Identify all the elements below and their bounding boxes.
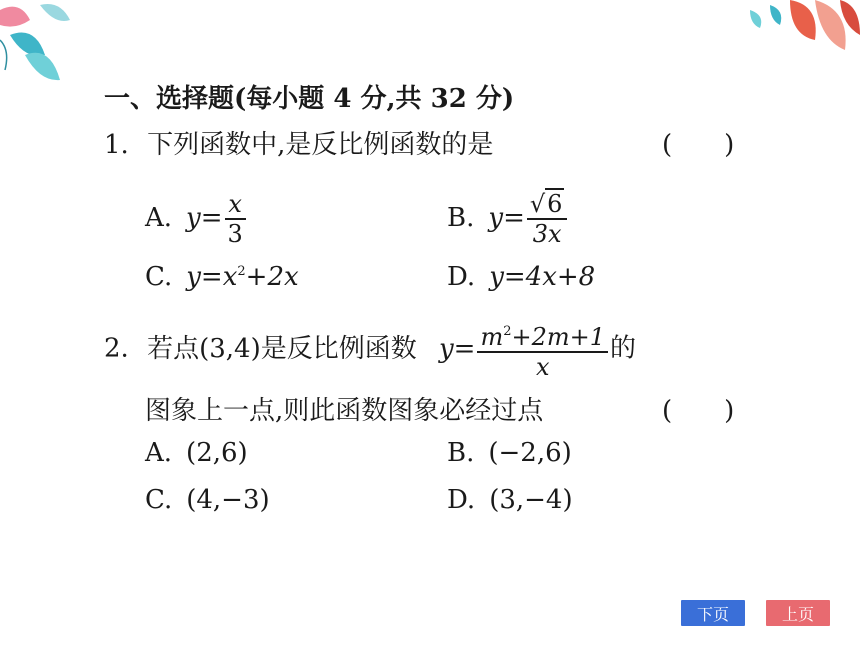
- fraction-denominator: 3: [225, 218, 246, 248]
- function-prefix: y=: [438, 333, 476, 364]
- option-value: (2,6): [186, 438, 248, 468]
- option-value: (−2,6): [488, 438, 572, 468]
- option-letter: A.: [145, 203, 173, 233]
- option-letter: C.: [145, 262, 173, 292]
- exponent: 2: [237, 264, 246, 279]
- question-stem: 若点(3,4)是反比例函数: [147, 333, 417, 364]
- option-a[interactable]: [145, 438, 248, 468]
- option-d[interactable]: [447, 485, 573, 515]
- question-2-stem-line-2: 图象上一点,则此函数图象必经过点: [145, 396, 544, 426]
- option-letter: D.: [447, 262, 476, 292]
- option-letter: A.: [145, 438, 173, 468]
- fraction-denominator: x: [477, 351, 608, 381]
- leaf-decoration-top-left: [0, 0, 80, 100]
- option-c[interactable]: [145, 485, 270, 515]
- fraction: [527, 190, 568, 248]
- fraction-numerator: [527, 190, 568, 218]
- numerator-term: +2m+1: [511, 323, 606, 351]
- exponent: 2: [503, 324, 512, 339]
- answer-paren: ( ): [662, 396, 735, 426]
- leaf-decoration-top-right: [730, 0, 860, 70]
- option-c[interactable]: [145, 262, 299, 292]
- question-1: [104, 124, 493, 161]
- numerator-term: m: [480, 323, 504, 351]
- option-letter: C.: [145, 485, 173, 515]
- option-expr: +2x: [245, 262, 299, 292]
- fraction-numerator: x: [228, 190, 242, 218]
- question-stem-end: 的: [610, 333, 637, 364]
- question-2: [104, 318, 636, 381]
- section-title: 一、选择题(每小题 4 分,共 32 分): [104, 84, 515, 114]
- option-expr: y=4x+8: [489, 262, 596, 292]
- sqrt-symbol: √6: [529, 190, 563, 218]
- fraction-numerator: [477, 318, 608, 351]
- answer-paren: ( ): [662, 130, 735, 160]
- fraction: [225, 190, 246, 248]
- option-value: (4,−3): [186, 485, 270, 515]
- option-expr: y=x: [186, 262, 238, 292]
- option-value: (3,−4): [489, 485, 573, 515]
- option-expr-prefix: y=: [488, 203, 525, 233]
- option-b[interactable]: [447, 438, 572, 468]
- question-stem: 下列函数中,是反比例函数的是: [147, 130, 494, 160]
- option-b[interactable]: [447, 190, 569, 248]
- fraction-denominator: 3x: [527, 218, 568, 248]
- radicand: 6: [547, 190, 563, 218]
- question-number: 1.: [104, 130, 129, 160]
- option-letter: B.: [447, 438, 475, 468]
- previous-page-button[interactable]: 上页: [766, 600, 830, 626]
- option-letter: B.: [447, 203, 475, 233]
- option-letter: D.: [447, 485, 476, 515]
- next-page-button[interactable]: 下页: [681, 600, 745, 626]
- option-expr-prefix: y=: [186, 203, 223, 233]
- option-d[interactable]: [447, 262, 595, 292]
- fraction: [477, 318, 608, 381]
- option-a[interactable]: [145, 190, 248, 248]
- question-number: 2.: [104, 333, 129, 364]
